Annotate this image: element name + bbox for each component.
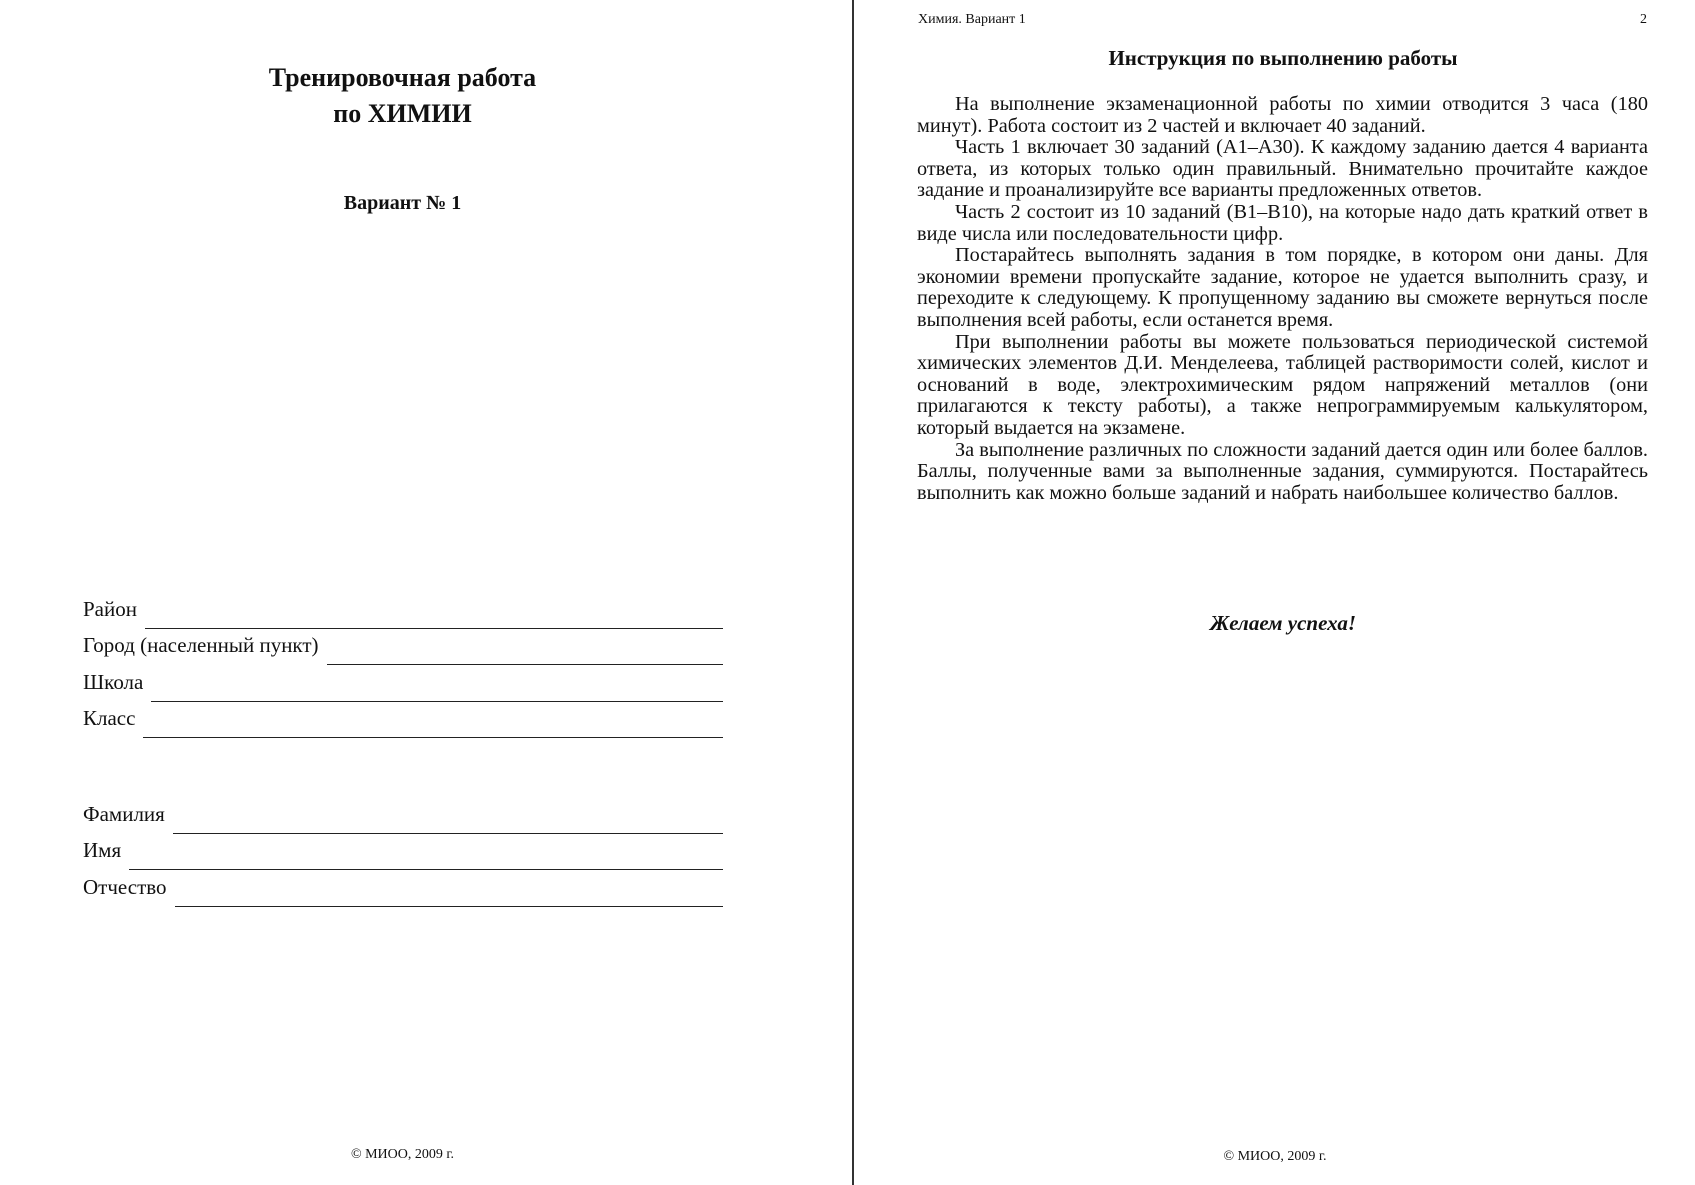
instructions-title: Инструкция по выполнению работы [1108,46,1458,70]
class-blank-line[interactable] [143,717,723,738]
title-line-1: Тренировочная работа [268,63,537,92]
surname-blank-line[interactable] [173,813,723,834]
district-blank-line[interactable] [145,608,723,629]
document-title [0,60,805,132]
field-label: Район [83,596,137,621]
school-info-form [83,584,723,730]
page-number: 2 [1640,12,1647,27]
instruction-paragraph: При выполнении работы вы можете пользоваться периодической системой химических элементов Д.И. Менделеева, таблицей растворимости солей, кислот и оснований в воде, электрохимическим рядом напряжений металлов (они прилагаются к тексту работы), а также непрограммируемым калькулятором, который выдается на экзамене. [917,330,1648,439]
name-blank-line[interactable] [129,849,723,870]
field-label: Класс [83,706,136,730]
good-luck-wish: Желаем успеха! [1209,611,1357,635]
running-head: Химия. Вариант 1 [918,12,1026,27]
instruction-paragraph: За выполнение различных по сложности заданий дается один или более баллов. Баллы, полученные вами за выполненные задания, суммируются. Постарайтесь выполнить как можно больше заданий и набрать наибольшее количество баллов. [917,438,1648,504]
variant-label: Вариант № 1 [343,192,462,214]
school-blank-line[interactable] [151,681,723,702]
field-label: Отчество [83,874,167,899]
field-label: Фамилия [83,801,165,826]
page-divider [852,0,854,1185]
field-label: Город (населенный пункт) [83,633,319,657]
copyright-footer: © МИОО, 2009 г. [1223,1149,1327,1164]
student-info-form [83,789,723,899]
field-label: Имя [83,838,122,862]
instruction-paragraph: Постарайтесь выполнять задания в том порядке, в котором они даны. Для экономии времени пропускайте задание, которое не удается выполнить сразу, и переходите к следующему. К пропущенному заданию вы сможете вернуться после выполнения всей работы, если останется время. [917,244,1648,331]
city-blank-line[interactable] [327,644,723,665]
field-surname [83,789,723,826]
instruction-paragraph: Часть 2 состоит из 10 заданий (В1–В10), на которые надо дать краткий ответ в виде числа или последовательности цифр. [917,200,1648,245]
title-line-2: по ХИМИИ [333,99,472,128]
instruction-paragraph: На выполнение экзаменационной работы по химии отводится 3 часа (180 минут). Работа состоит из 2 частей и включает 40 заданий. [917,93,1648,137]
patronymic-blank-line[interactable] [175,886,723,907]
right-page [855,0,1695,1185]
instructions-body [917,94,1648,504]
instruction-paragraph: Часть 1 включает 30 заданий (А1–А30). К каждому заданию дается 4 варианта ответа, из которых только один правильный. Внимательно прочитайте каждое задание и проанализируйте все варианты предложенных ответов. [917,136,1648,202]
copyright-footer: © МИОО, 2009 г. [350,1147,455,1162]
field-label: Школа [83,669,144,694]
field-district [83,584,723,621]
